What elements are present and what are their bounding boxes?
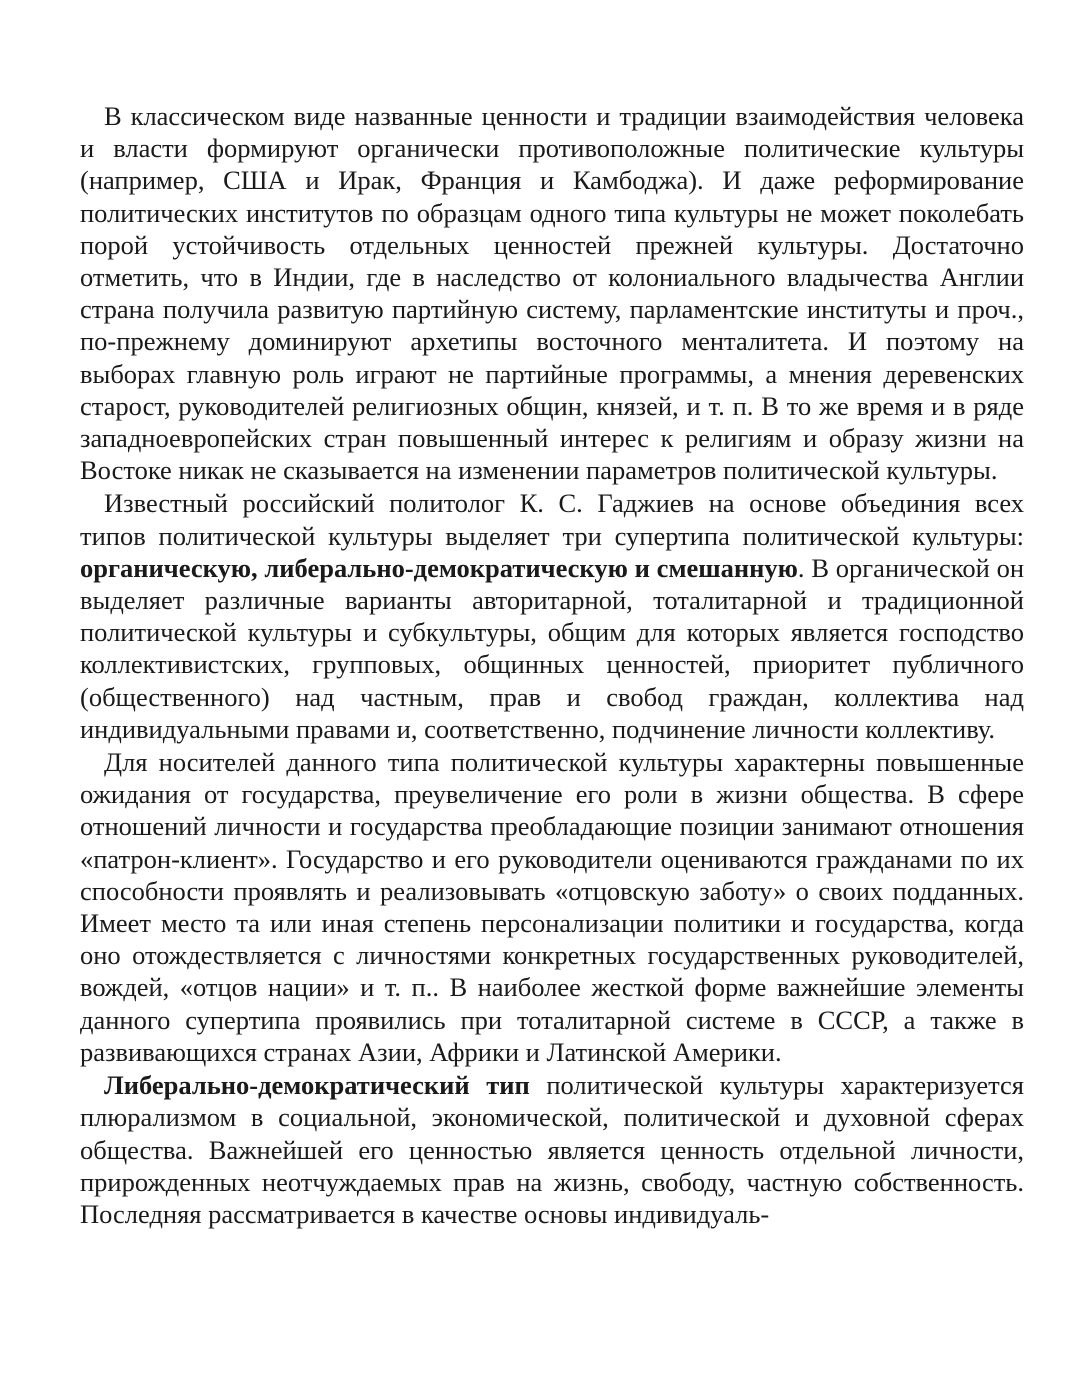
- paragraph-supertypes-lead: Известный российский политолог К. С. Гаджиев на основе объединия всех типов политической культуры выделяет три супертипа политической культуры:: [80, 488, 1024, 551]
- paragraph-organic-bearers: Для носителей данного типа политической культуры характерны повышенные ожидания от государства, преувеличение его роли в жизни общества. В сфере отношений личности и государства преобладающие позиции занимают отношения «патрон-клиент». Государство и его руководители оцениваются гражданами по их способности проявлять и реализовывать «отцовскую заботу» о своих подданных. Имеет место та или иная степень персонализации политики и государства, когда оно отождествляется с личностями конкретных государственных руководителей, вождей, «отцов нации» и т. п.. В наиболее жесткой форме важнейшие элементы данного супертипа проявились при тоталитарной системе в СССР, а также в развивающихся странах Азии, Африки и Латинской Америки.: [80, 747, 1024, 1067]
- paragraph-liberal-democratic: [80, 1069, 1024, 1230]
- paragraph-supertypes-rest: . В органической он выделяет различные варианты авторитарной, тоталитарной и традиционной политической культуры и субкультуры, общим для которых является господство коллективистских, групповых, общинных ценностей, приоритет публичного (общественного) над частным, прав и свобод граждан, коллектива над индивидуальными правами и, соответственно, подчинение личности коллективу.: [80, 552, 1025, 744]
- paragraph-supertypes: [80, 487, 1024, 745]
- liberal-democratic-bold-term: Либерально-демократический тип: [104, 1070, 530, 1101]
- document-page: [80, 100, 1024, 1230]
- supertypes-bold-list: органическую, либерально-демократическую и смешанную: [80, 552, 798, 583]
- paragraph-liberal-democratic-rest: политической культуры характеризуется плюрализмом в социальной, экономической, политической и духовной сферах общества. Важнейшей его ценностью является ценность отдельной личности, прирожденных неотчуждаемых прав на жизнь, свободу, частную собственность. Последняя рассматривается в качестве основы индивидуаль-: [80, 1070, 1024, 1229]
- paragraph-classic-values: В классическом виде названные ценности и традиции взаимодействия человека и власти формируют органически противоположные политические культуры (например, США и Ирак, Франция и Камбоджа). И даже реформирование политических институтов по образцам одного типа культуры не может поколебать порой устойчивость отдельных ценностей прежней культуры. Достаточно отметить, что в Индии, где в наследство от колониального владычества Англии страна получила развитую партийную систему, парламентские институты и проч., по-прежнему доминируют архетипы восточного менталитета. И поэтому на выборах главную роль играют не партийные программы, а мнения деревенских старост, руководителей религиозных общин, князей, и т. п. В то же время и в ряде западноевропейских стран повышенный интерес к религиям и образу жизни на Востоке никак не сказывается на изменении параметров политической культуры.: [80, 101, 1024, 486]
